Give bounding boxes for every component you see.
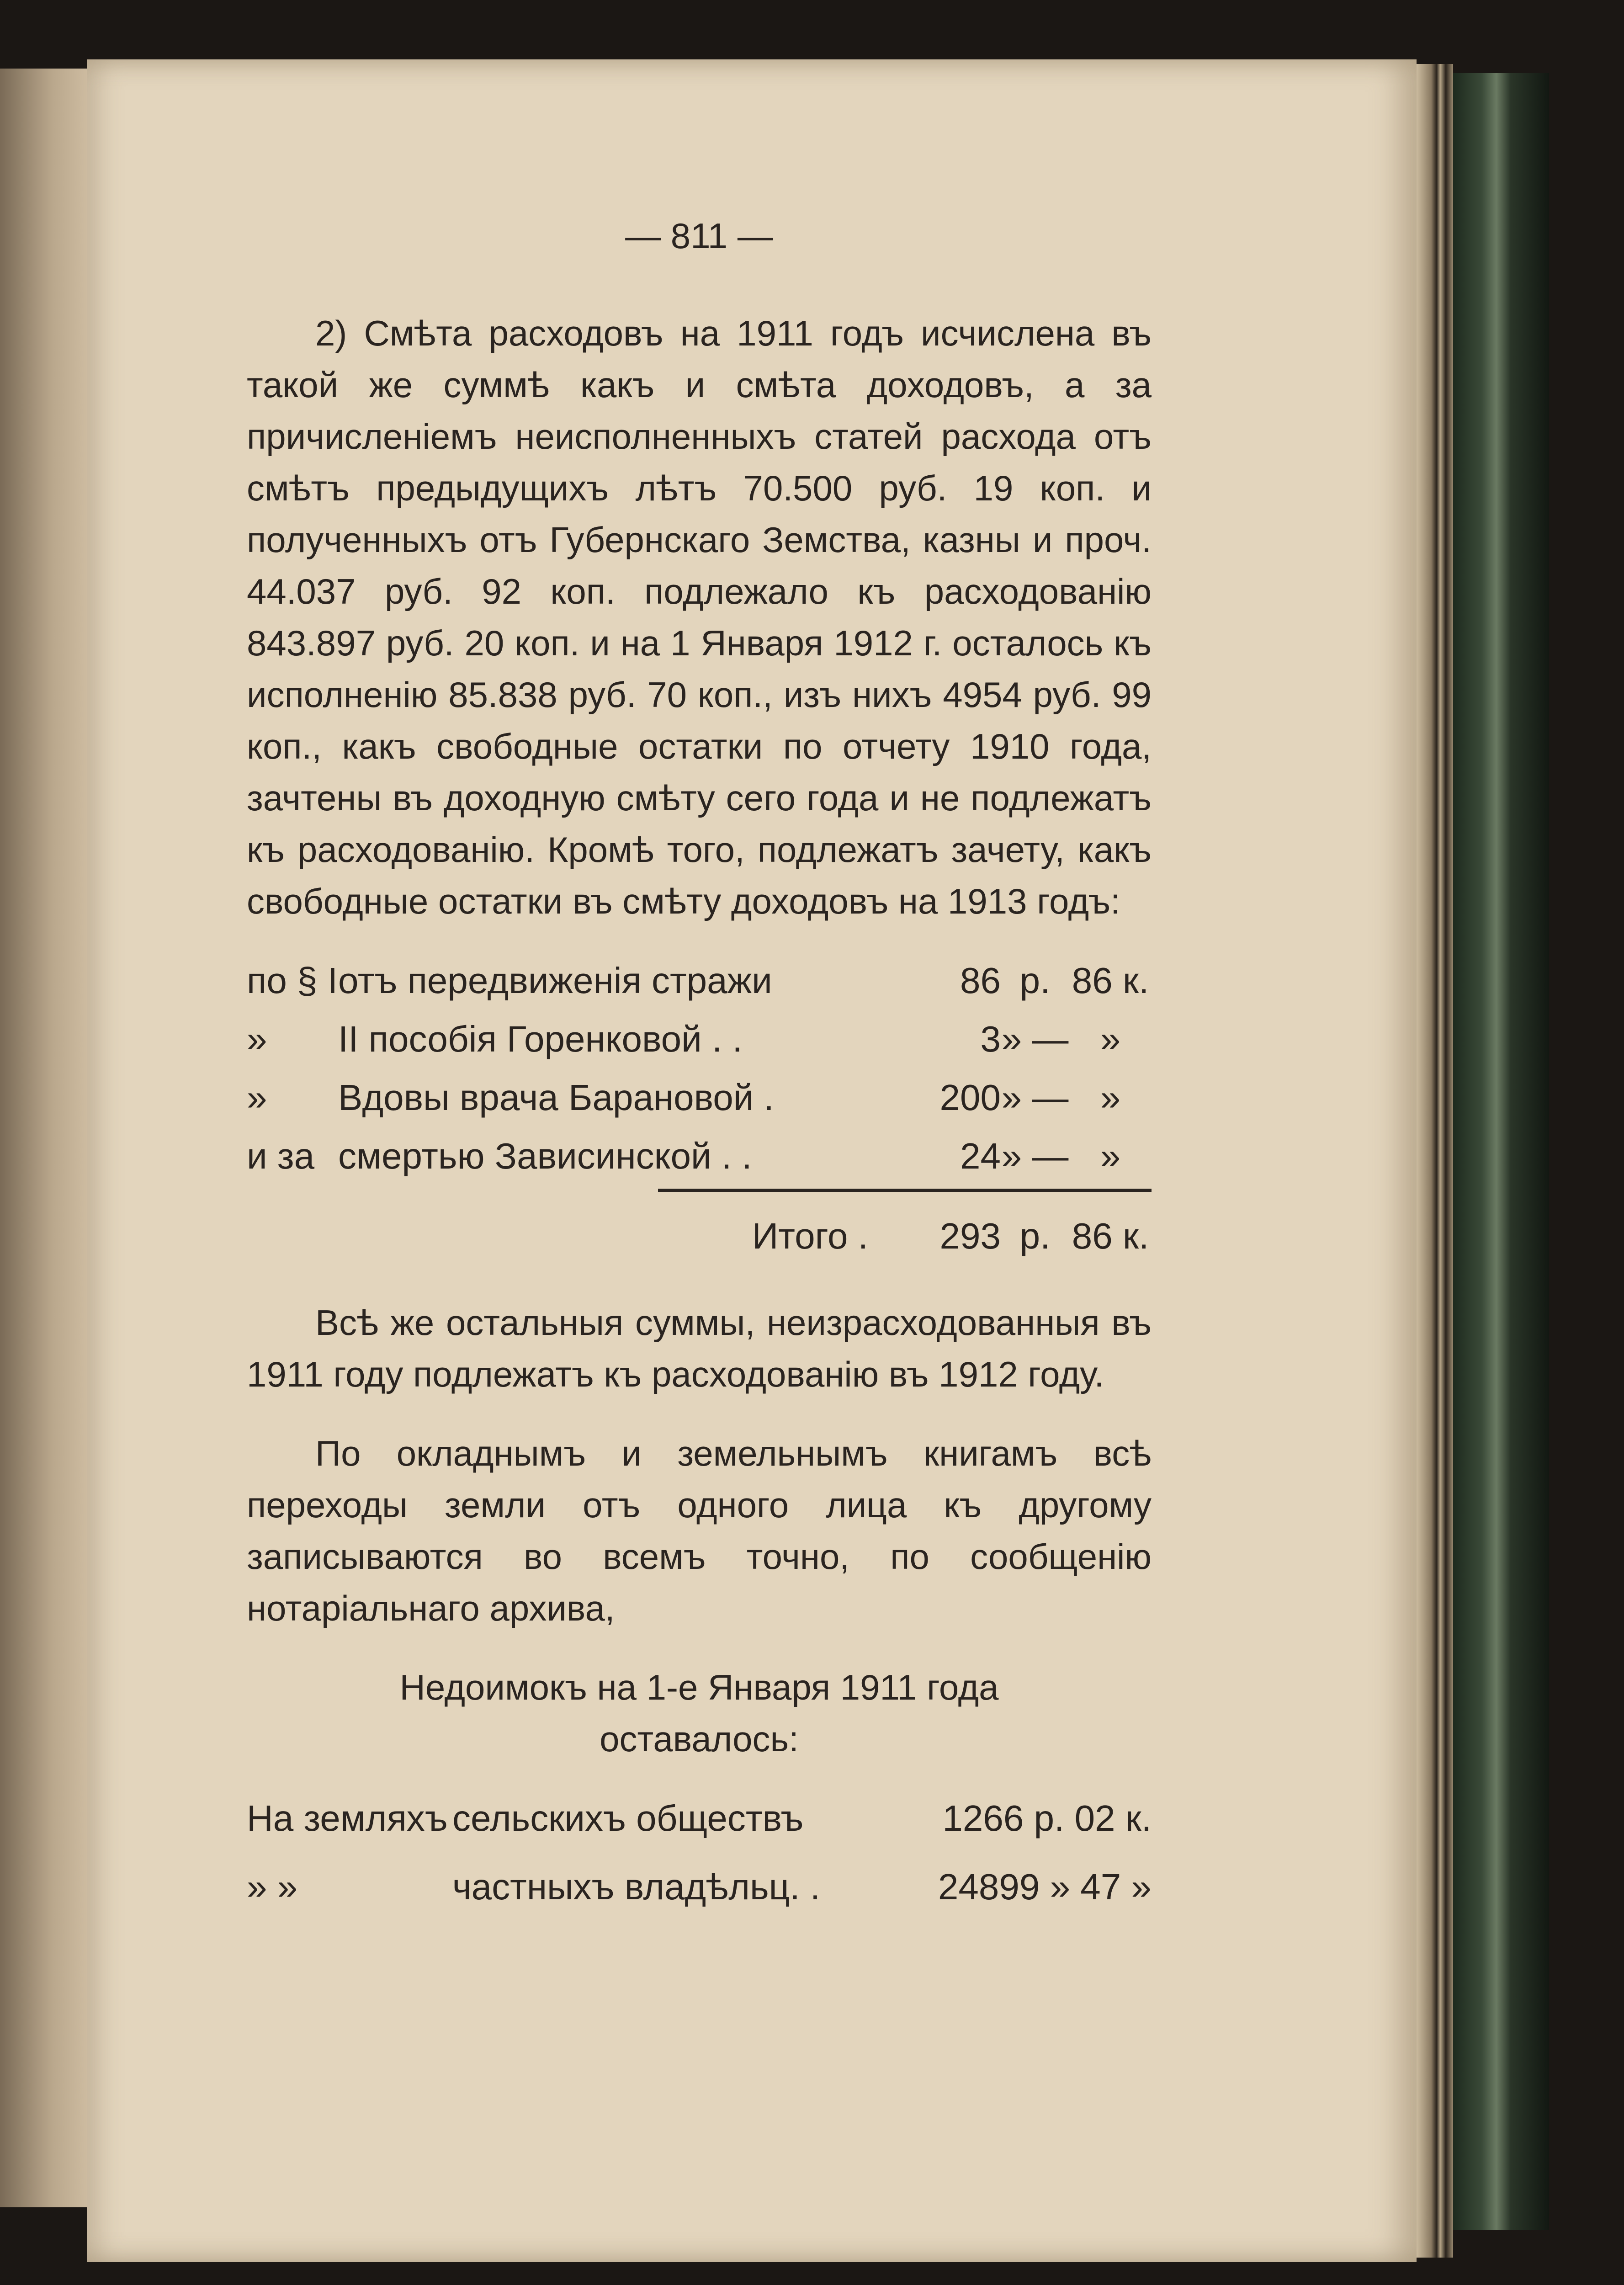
table-row xyxy=(247,1130,1152,1189)
table-row xyxy=(247,1792,1152,1861)
page-number: — 811 — xyxy=(625,216,773,256)
row-amount: 3 xyxy=(980,1019,1001,1059)
row-kop: » xyxy=(1100,1019,1121,1059)
total-amount: 293 xyxy=(939,1216,1001,1256)
row-amount: 86 xyxy=(960,960,1001,1001)
table-row xyxy=(247,1072,1152,1130)
total-kop: 86 к. xyxy=(1072,1216,1149,1256)
row-lead: и за xyxy=(247,1136,315,1176)
row-lead: » xyxy=(247,1077,267,1118)
row-desc: II пособія Горенковой . . xyxy=(338,1019,743,1059)
row-rub: » — xyxy=(1001,1019,1069,1059)
row-desc: смертью Зависинской . . xyxy=(338,1136,752,1176)
row-lead: по § I xyxy=(247,960,338,1001)
arrears-table xyxy=(247,1792,1152,1929)
row-kop: » xyxy=(1100,1136,1121,1176)
arrears-col-a: » » xyxy=(247,1866,298,1907)
page-text xyxy=(247,210,1152,1929)
table-row xyxy=(247,1861,1152,1929)
paragraph-budget: 2) Смѣта расходовъ на 1911 годъ исчислена въ такой же суммѣ какъ и смѣта доходовъ, а за причисленіемъ неисполненныхъ статей расхода отъ смѣтъ предыдущихъ лѣтъ 70.500 руб. 19 коп. и полученныхъ отъ Губернскаго Земства, казны и проч. 44.037 руб. 92 коп. подлежало къ расходованію 843.897 руб. 20 коп. и на 1 Января 1912 г. осталось къ исполненію 85.838 руб. 70 коп., изъ нихъ 4954 руб. 99 коп., какъ свободные остатки по отчету 1910 года, зачтены въ доходную смѣту сего года и не подлежатъ къ расходованію. Кромѣ того, подлежатъ зачету, какъ свободные остатки въ смѣту доходовъ на 1913 годъ: xyxy=(247,313,1152,921)
total-row xyxy=(247,1210,1152,1270)
row-rub: р. xyxy=(1019,960,1051,1001)
page-stack-edge xyxy=(1417,64,1453,2258)
arrears-amount: 1266 р. 02 к. xyxy=(942,1798,1152,1839)
arrears-subheading: оставалось: xyxy=(600,1719,799,1759)
arrears-col-b: сельскихъ обществъ xyxy=(452,1798,804,1839)
row-rub: » — xyxy=(1001,1136,1069,1176)
total-rule xyxy=(658,1189,1152,1192)
arrears-heading: Недоимокъ на 1-е Января 1911 года xyxy=(399,1667,999,1707)
row-desc: отъ передвиженія стражи xyxy=(338,960,772,1001)
arrears-col-a: На земляхъ xyxy=(247,1798,448,1839)
row-kop: » xyxy=(1100,1077,1121,1118)
row-desc: Вдовы врача Барановой . xyxy=(338,1077,774,1118)
row-lead: » xyxy=(247,1019,267,1059)
arrears-col-b: частныхъ владѣльц. . xyxy=(452,1866,821,1907)
paragraph-land-books: По окладнымъ и земельнымъ книгамъ всѣ переходы земли отъ одного лица къ другому записываются во всемъ точно, по сообщенію нотаріальнаго архива, xyxy=(247,1433,1152,1628)
paragraph-unspent: Всѣ же остальныя суммы, неизрасходованныя въ 1911 году подлежатъ къ расходованію въ 1912 году. xyxy=(247,1302,1152,1394)
table-row xyxy=(247,1013,1152,1072)
row-amount: 200 xyxy=(939,1077,1001,1118)
remainders-table xyxy=(247,955,1152,1270)
table-row xyxy=(247,955,1152,1013)
total-rub: р. xyxy=(1019,1216,1051,1256)
arrears-amount: 24899 » 47 » xyxy=(938,1866,1152,1907)
total-label: Итого . xyxy=(752,1216,868,1256)
row-kop: 86 к. xyxy=(1072,960,1149,1001)
row-amount: 24 xyxy=(960,1136,1001,1176)
book-cover xyxy=(1453,73,1549,2230)
left-page-edge xyxy=(0,69,87,2207)
row-rub: » — xyxy=(1001,1077,1069,1118)
